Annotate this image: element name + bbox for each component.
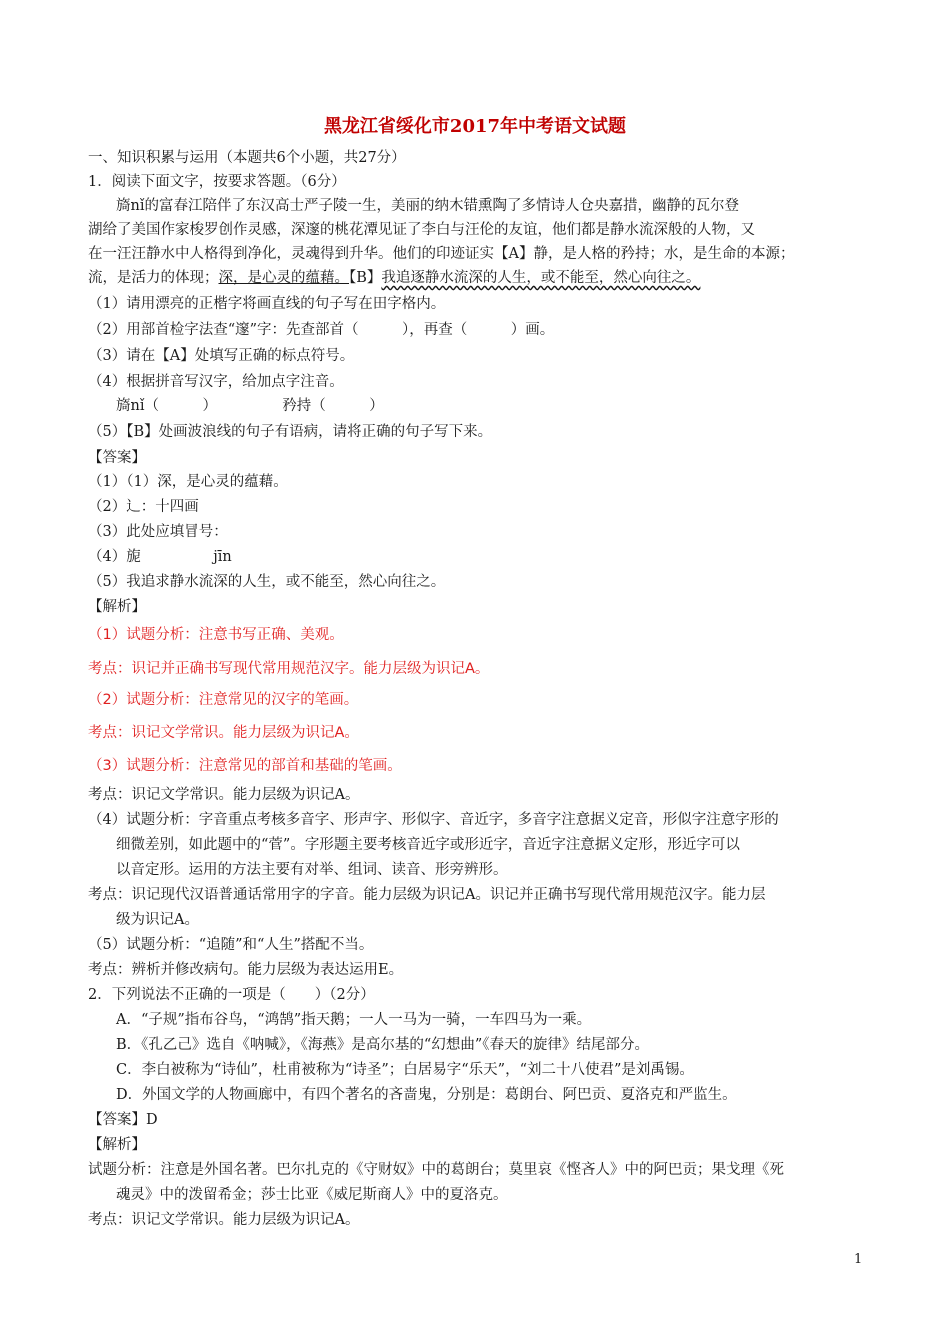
passage-line: [88, 268, 700, 288]
option-c: C．李白被称为“诗仙”，杜甫被称为“诗圣”；白居易字“乐天”，“刘二十八使君”是刘禹锡。: [116, 1062, 694, 1078]
analysis-line: （5）试题分析：“追随”和“人生”搭配不当。: [88, 937, 374, 953]
analysis-red-line: （3）试题分析：注意常见的部首和基础的笔画。: [88, 758, 402, 774]
answer-label: 【答案】: [88, 450, 146, 466]
analysis-line: 以音定形。运用的方法主要有对举、组词、读音、形旁辨形。: [116, 862, 508, 878]
passage-line: 旖nǐ的富春江陪伴了东汉高士严子陵一生，美丽的纳木错熏陶了多情诗人仓央嘉措，幽静的瓦尔登: [116, 198, 739, 214]
marker-b: 【B】: [349, 270, 382, 286]
analysis-red-line: （2）试题分析：注意常见的汉字的笔画。: [88, 692, 359, 708]
option-b: B．《孔乙己》选自《呐喊》，《海燕》是高尔基的“幻想曲”《春天的旋律》结尾部分。: [116, 1037, 649, 1053]
sub-question-blanks: 旖nǐ（ ） 矜持（ ）: [116, 398, 384, 414]
sub-question: （3）请在【A】处填写正确的标点符号。: [88, 348, 355, 364]
answer-line: （5）我追求静水流深的人生，或不能至，然心向往之。: [88, 574, 446, 590]
answer-line: （3）此处应填冒号：: [88, 524, 228, 540]
key-point: 考点：识记文学常识。能力层级为识记A。: [88, 1212, 360, 1228]
analysis-line: 魂灵》中的泼留希金；莎士比亚《威尼斯商人》中的夏洛克。: [116, 1187, 508, 1203]
answer-line: （4）旎 jīn: [88, 549, 232, 565]
sub-question: （1）请用漂亮的正楷字将画直线的句子写在田字格内。: [88, 296, 446, 312]
question-1-stem: 1．阅读下面文字，按要求答题。（6分）: [88, 174, 346, 190]
analysis-line: 试题分析：注意是外国名著。巴尔扎克的《守财奴》中的葛朗台；莫里哀《悭吝人》中的阿巴贡；果戈理《死: [88, 1162, 784, 1178]
analysis-line: 细微差别，如此题中的“菅”。字形题主要考核音近字或形近字，音近字注意据义定形，形近字可以: [116, 837, 740, 853]
option-d: D．外国文学的人物画廊中，有四个著名的吝啬鬼，分别是：葛朗台、阿巴贡、夏洛克和严监生。: [116, 1087, 737, 1103]
wavy-sentence: 我追逐静水流深的人生，或不能至，然心向往之。: [381, 270, 701, 286]
passage-text: 流，是活力的体现；: [88, 270, 219, 286]
option-a: A．“子规”指布谷鸟，“鸿鹄”指天鹅；一人一马为一骑，一车四马为一乘。: [116, 1012, 592, 1028]
analysis-line: （4）试题分析：字音重点考核多音字、形声字、形似字、音近字，多音字注意据义定音，形似字注意字形的: [88, 812, 779, 828]
analysis-label: 【解析】: [88, 599, 146, 615]
analysis-red-line: 考点：识记并正确书写现代常用规范汉字。能力层级为识记A。: [88, 661, 490, 677]
key-point: 考点：识记文学常识。能力层级为识记A。: [88, 787, 360, 803]
document-title: 黑龙江省绥化市2017年中考语文试题: [323, 116, 627, 137]
key-point: 考点：辨析并修改病句。能力层级为表达运用E。: [88, 962, 404, 978]
sub-question: （2）用部首检字法查“邃”字：先查部首（ ），再查（ ）画。: [88, 322, 555, 338]
sub-question: （4）根据拼音写汉字，给加点字注音。: [88, 374, 344, 390]
analysis-red-line: 考点：识记文学常识。能力层级为识记A。: [88, 725, 359, 741]
underlined-sentence: 深，是心灵的蕴藉。: [218, 270, 349, 286]
answer-label: 【答案】D: [88, 1112, 158, 1128]
passage-line: 在一汪汪静水中人格得到净化，灵魂得到升华。他们的印迹证实【A】静，是人格的矜持；水，是生命的本源；: [88, 246, 795, 262]
analysis-red-line: （1）试题分析：注意书写正确、美观。: [88, 627, 344, 643]
sub-question: （5）【B】处画波浪线的句子有语病，请将正确的句子写下来。: [88, 424, 493, 440]
section-heading: 一、知识积累与运用（本题共6个小题，共27分）: [88, 150, 406, 166]
page-number: 1: [854, 1252, 863, 1267]
passage-line: 湖给了美国作家梭罗创作灵感，深邃的桃花潭见证了李白与汪伦的友谊，他们都是静水流深般的人物，又: [88, 222, 755, 238]
answer-line: （2）辶：十四画: [88, 499, 199, 515]
analysis-label: 【解析】: [88, 1137, 146, 1153]
answer-line: （1）（1）深，是心灵的蕴藉。: [88, 474, 288, 490]
question-2-stem: 2．下列说法不正确的一项是（ ）（2分）: [88, 987, 375, 1003]
key-point: 级为识记A。: [116, 912, 199, 928]
key-point: 考点：识记现代汉语普通话常用字的字音。能力层级为识记A。识记并正确书写现代常用规范汉字。能力层: [88, 887, 766, 903]
